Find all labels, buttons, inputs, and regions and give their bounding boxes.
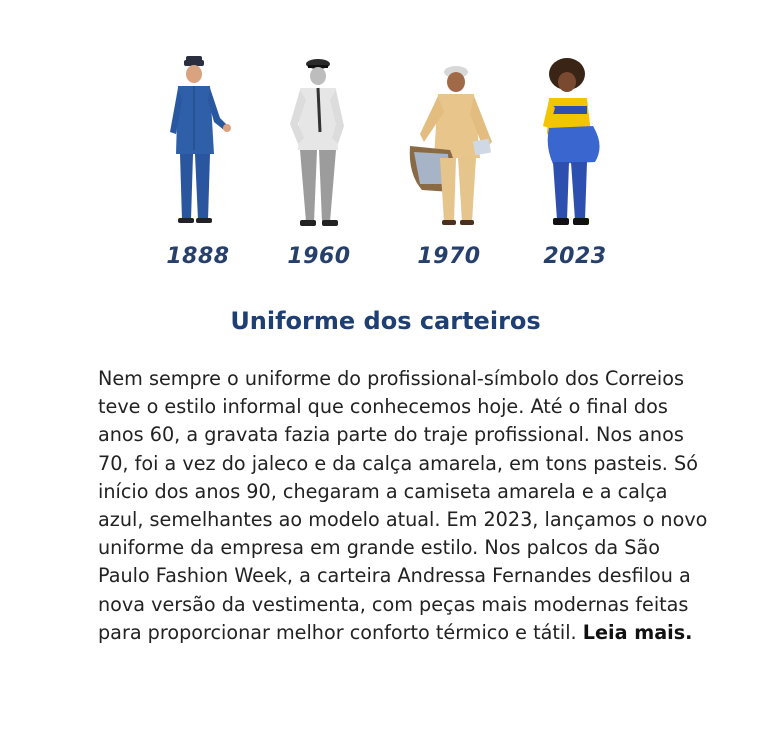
year-label: 2023 <box>543 244 607 269</box>
article-body <box>98 365 708 647</box>
section-title: Uniforme dos carteiros <box>230 307 541 335</box>
uniform-timeline <box>150 54 620 276</box>
read-more-link[interactable]: Leia mais. <box>582 620 693 644</box>
postman-1960-image <box>278 54 358 232</box>
year-label: 1888 <box>166 244 230 269</box>
year-label: 1970 <box>417 244 481 269</box>
postman-1970-image <box>400 54 500 229</box>
postman-2023-image <box>535 54 615 232</box>
year-label: 1960 <box>287 244 351 269</box>
article-body-text: Nem sempre o uniforme do profissional-símbolo dos Correios teve o estilo informal que conhecemos hoje. Até o final dos anos 60, a gravata fazia parte do traje profissional. Nos anos 70, foi a vez do jaleco e da calça amarela, em tons pasteis. Só início dos anos 90, chegaram a camiseta amarela e a calça azul, semelhantes ao modelo atual. Em 2023, lançamos o novo uniforme da empresa em grande estilo. Nos palcos da São Paulo Fashion Week, a carteira Andressa Fernandes desfilou a nova versão da vestimenta, com peças mais modernas feitas para proporcionar melhor conforto térmico e tátil. <box>98 367 708 644</box>
postman-1888-image <box>158 54 238 229</box>
